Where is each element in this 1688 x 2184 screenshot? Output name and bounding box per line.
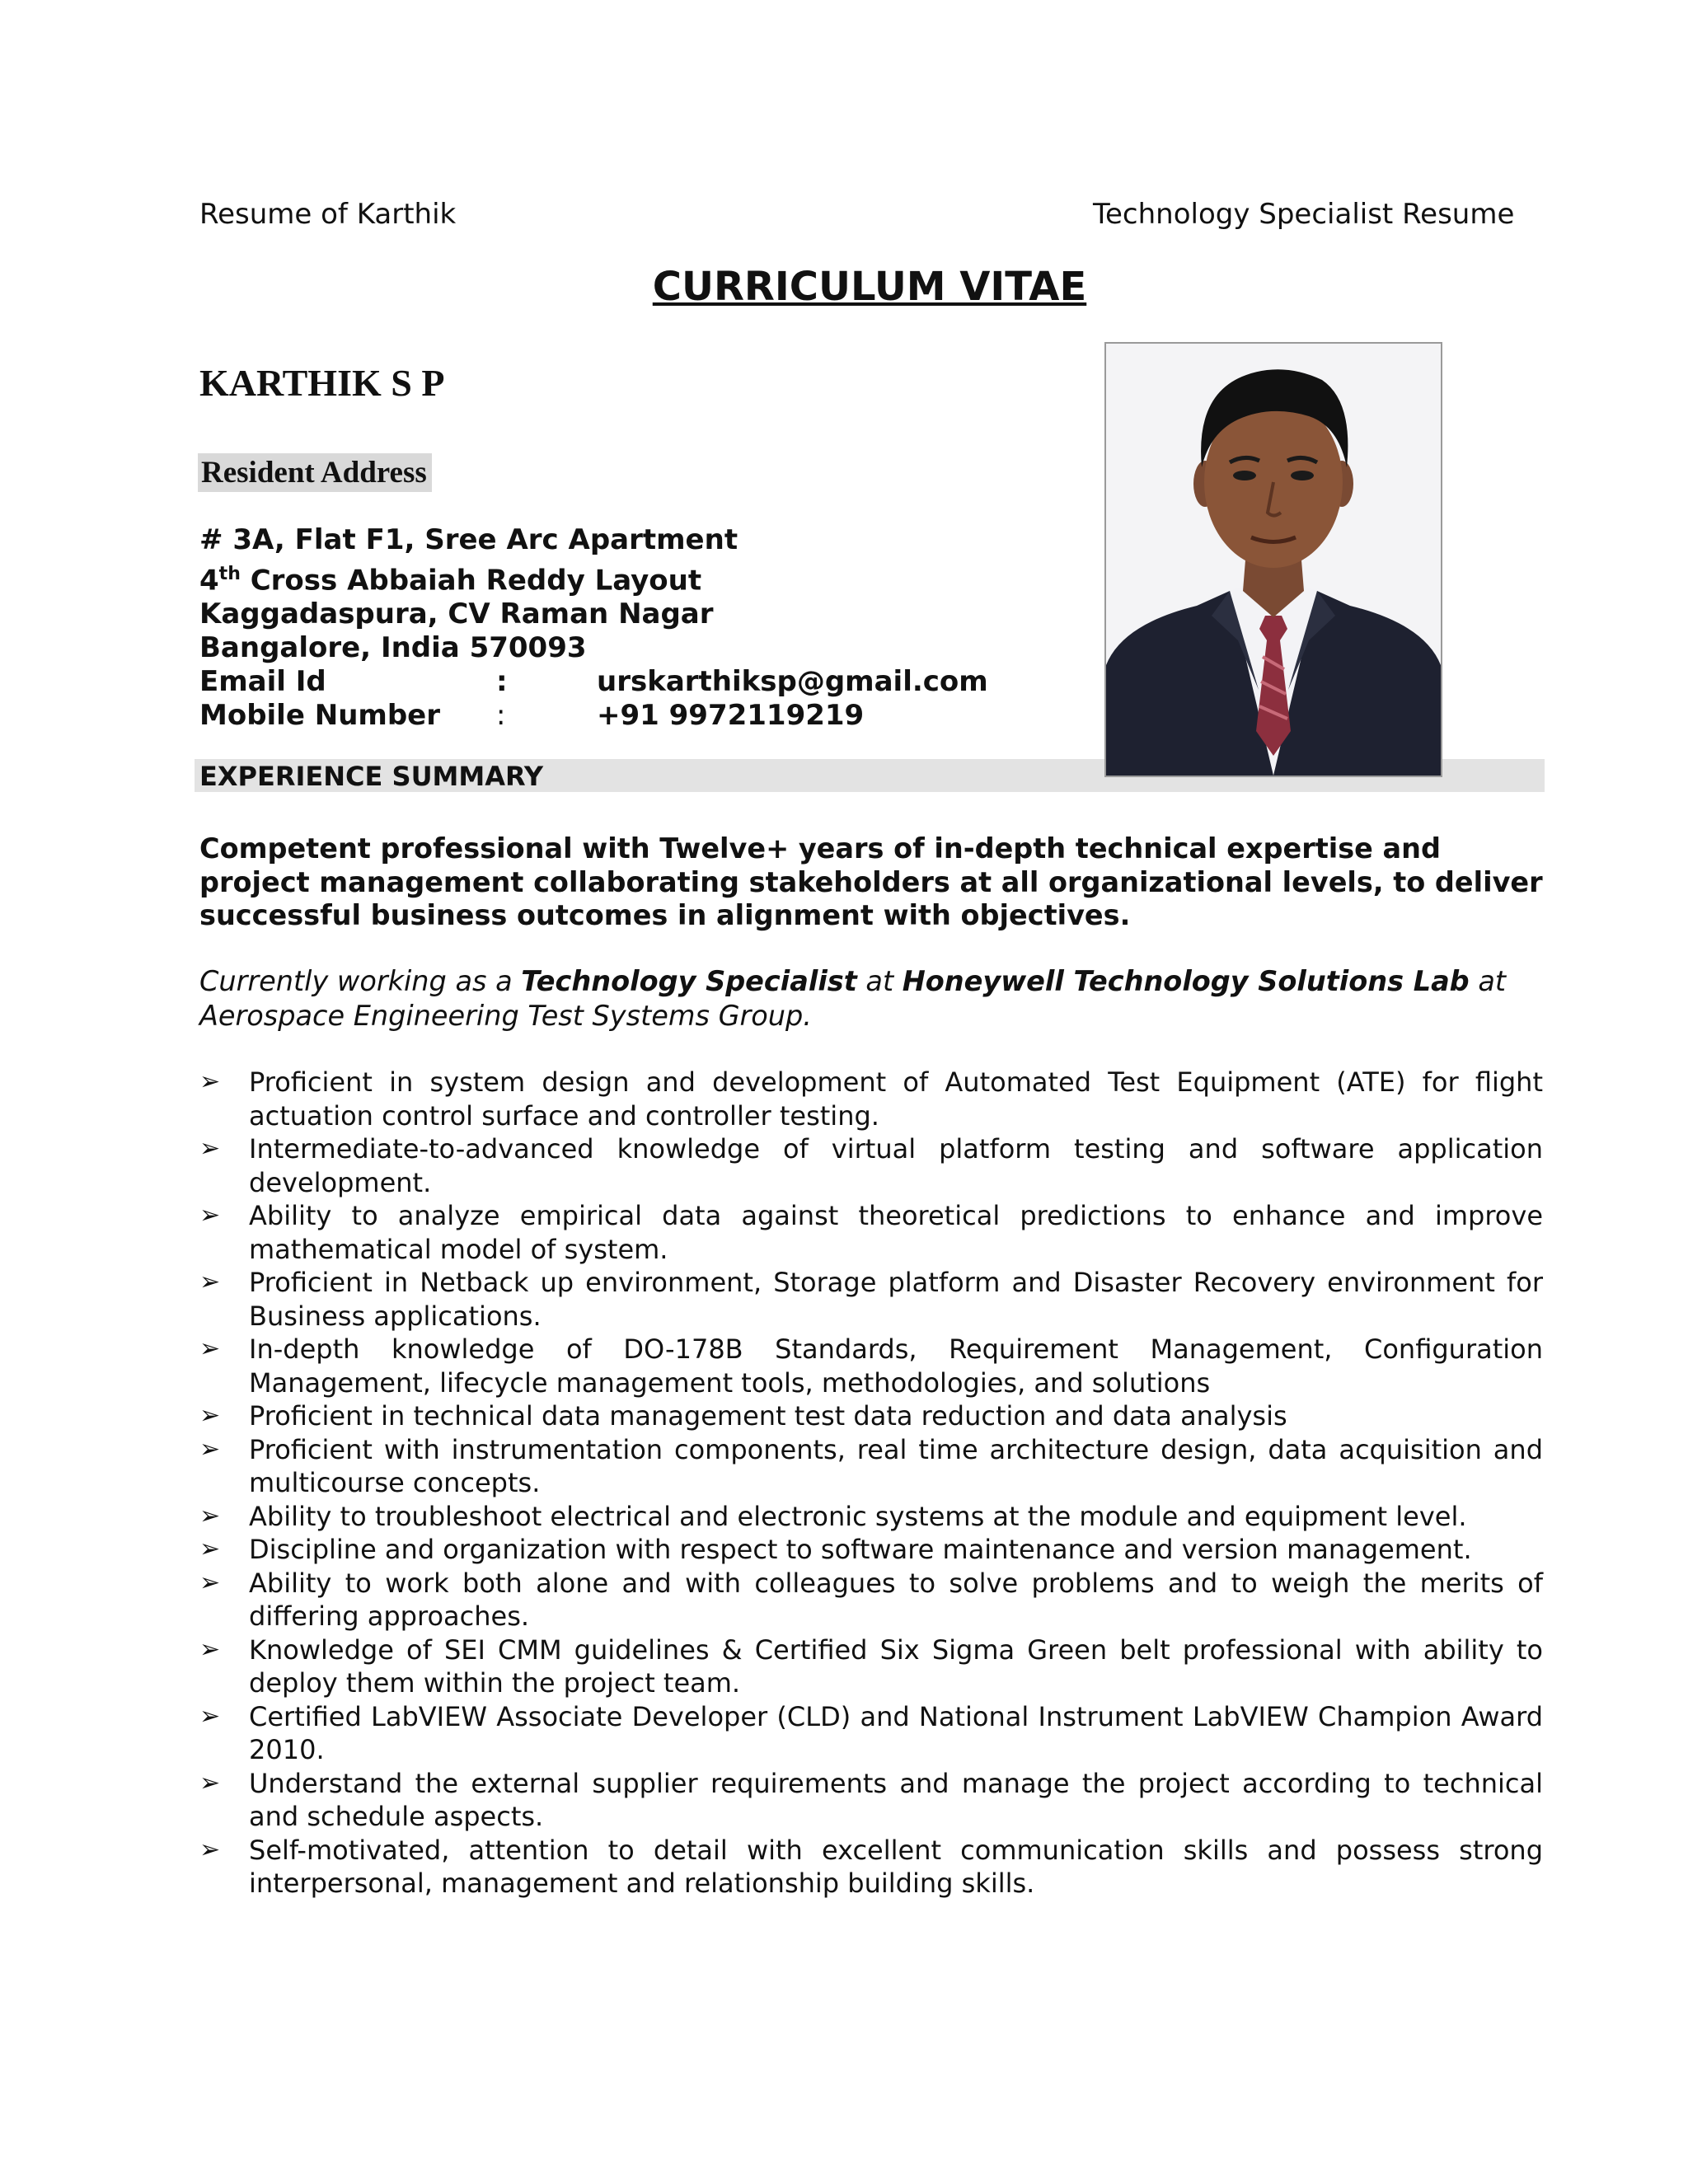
address-line-2-superscript: th xyxy=(218,564,241,584)
bullet-arrow-icon: ➢ xyxy=(199,1268,221,1296)
bullet-arrow-icon: ➢ xyxy=(199,1835,221,1864)
list-item-text: Ability to analyze empirical data against theoretical predictions to enhance and improve mathematical model of system. xyxy=(249,1200,1543,1265)
address-line-1: # 3A, Flat F1, Sree Arc Apartment xyxy=(199,523,738,556)
bullet-arrow-icon: ➢ xyxy=(199,1401,221,1430)
summary-paragraph: Competent professional with Twelve+ years of in-depth technical expertise and project management collaborating stakeholders at all organizational levels, to deliver successful business outcomes in alignment with objectives. xyxy=(199,832,1543,931)
list-item xyxy=(199,1500,1543,1534)
address-line-2-number: 4 xyxy=(199,564,219,598)
list-item xyxy=(199,1132,1543,1199)
list-item xyxy=(199,1433,1543,1500)
mobile-colon: : xyxy=(496,699,506,733)
list-item xyxy=(199,1199,1543,1266)
list-item xyxy=(199,1266,1543,1333)
list-item xyxy=(199,1633,1543,1700)
bullet-arrow-icon: ➢ xyxy=(199,1067,221,1096)
bullet-arrow-icon: ➢ xyxy=(199,1201,221,1230)
list-item xyxy=(199,1767,1543,1834)
email-row xyxy=(199,665,988,699)
bullet-arrow-icon: ➢ xyxy=(199,1334,221,1363)
list-item xyxy=(199,1834,1543,1900)
current-role: Technology Specialist xyxy=(521,965,857,997)
list-item-text: Ability to troubleshoot electrical and electronic systems at the module and equipment level. xyxy=(249,1500,1467,1532)
header-left: Resume of Karthik xyxy=(199,198,457,231)
current-company: Honeywell Technology Solutions Lab xyxy=(902,965,1470,997)
list-item xyxy=(199,1066,1543,1132)
skills-list xyxy=(199,1066,1543,1900)
email-colon: : xyxy=(496,665,508,699)
bullet-arrow-icon: ➢ xyxy=(199,1701,221,1731)
document-title: CURRICULUM VITAE xyxy=(652,264,1087,310)
list-item-text: Self-motivated, attention to detail with excellent communication skills and possess strong interpersonal, management and relationship building skills. xyxy=(249,1834,1543,1899)
address-line-3: Kaggadaspura, CV Raman Nagar xyxy=(199,598,714,631)
list-item xyxy=(199,1399,1543,1433)
current-position xyxy=(199,964,1551,1033)
mobile-label: Mobile Number xyxy=(199,699,440,733)
address-line-4: Bangalore, India 570093 xyxy=(199,631,587,665)
list-item-text: Proficient in technical data management test data reduction and data analysis xyxy=(249,1400,1287,1432)
header-right: Technology Specialist Resume xyxy=(1093,198,1515,231)
email-label: Email Id xyxy=(199,665,326,699)
current-suffix: at Aerospace Engineering Test Systems Group. xyxy=(199,965,1506,1032)
list-item-text: Discipline and organization with respect to software maintenance and version management. xyxy=(249,1534,1472,1565)
bullet-arrow-icon: ➢ xyxy=(199,1134,221,1163)
current-prefix: Currently working as a xyxy=(199,965,522,997)
list-item-text: Understand the external supplier requirements and manage the project according to technical and schedule aspects. xyxy=(249,1767,1543,1832)
list-item-text: Intermediate-to-advanced knowledge of virtual platform testing and software application development. xyxy=(249,1133,1543,1198)
bullet-arrow-icon: ➢ xyxy=(199,1768,221,1797)
list-item xyxy=(199,1567,1543,1633)
bullet-arrow-icon: ➢ xyxy=(199,1634,221,1664)
list-item-text: Proficient in system design and development of Automated Test Equipment (ATE) for flight actuation control surface and controller testing. xyxy=(249,1066,1543,1132)
list-item xyxy=(199,1700,1543,1767)
email-value[interactable]: urskarthiksp@gmail.com xyxy=(597,665,988,699)
bullet-arrow-icon: ➢ xyxy=(199,1568,221,1597)
list-item-text: Knowledge of SEI CMM guidelines & Certified Six Sigma Green belt professional with ability to deploy them within the project team. xyxy=(249,1633,1543,1699)
profile-photo xyxy=(1104,342,1442,777)
list-item-text: Proficient in Netback up environment, Storage platform and Disaster Recovery environment for Business applications. xyxy=(249,1267,1543,1332)
candidate-name: KARTHIK S P xyxy=(199,362,445,404)
mobile-value: +91 9972119219 xyxy=(597,699,865,733)
list-item xyxy=(199,1533,1543,1567)
bullet-arrow-icon: ➢ xyxy=(199,1501,221,1530)
address-heading: Resident Address xyxy=(198,453,432,492)
list-item-text: Ability to work both alone and with colleagues to solve problems and to weigh the merits of differing approaches. xyxy=(249,1567,1543,1632)
bullet-arrow-icon: ➢ xyxy=(199,1535,221,1563)
list-item-text: Certified LabVIEW Associate Developer (CLD) and National Instrument LabVIEW Champion Award 2010. xyxy=(249,1700,1543,1765)
address-line-2 xyxy=(199,557,738,598)
list-item xyxy=(199,1333,1543,1399)
mobile-row xyxy=(199,699,865,733)
list-item-text: Proficient with instrumentation components, real time architecture design, data acquisition and multicourse concepts. xyxy=(249,1433,1543,1498)
current-mid: at xyxy=(856,965,903,997)
bullet-arrow-icon: ➢ xyxy=(199,1434,221,1464)
address-line-2-text: Cross Abbaiah Reddy Layout xyxy=(240,564,702,598)
address-block xyxy=(199,523,988,733)
list-item-text: In-depth knowledge of DO-178B Standards, Requirement Management, Configuration Management, lifecycle management tools, methodologies, and solutions xyxy=(249,1333,1543,1399)
experience-heading: EXPERIENCE SUMMARY xyxy=(199,761,544,792)
